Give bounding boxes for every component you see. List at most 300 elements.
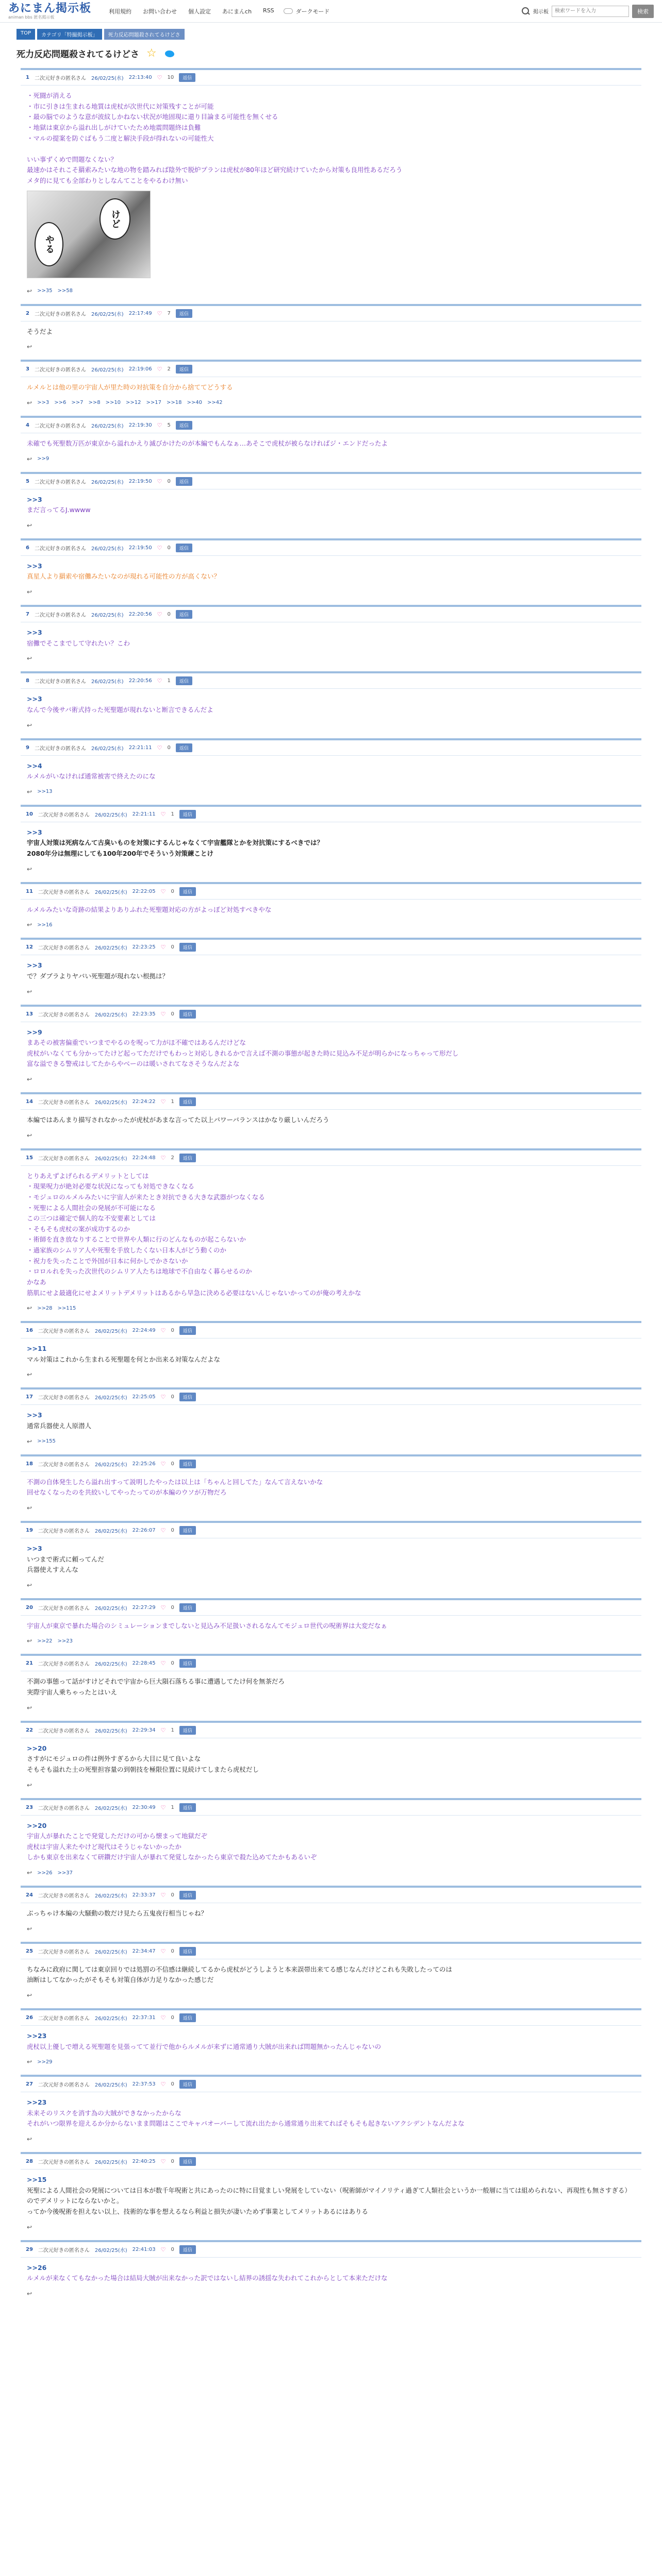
reply-arrow-icon[interactable]: ↩	[27, 1437, 32, 1445]
reply-anchor[interactable]: >>26	[27, 2263, 47, 2272]
post-header	[21, 1389, 641, 1405]
reply-arrow-icon[interactable]: ↩	[27, 1304, 32, 1312]
reply-anchor[interactable]: >>3	[27, 695, 42, 703]
reply-button[interactable]: 返信	[179, 1659, 196, 1668]
reply-link[interactable]: >>28	[37, 1305, 53, 1311]
post-time: 22:37:53	[132, 2081, 156, 2088]
breadcrumb-category[interactable]: カテゴリ「特撮掲示板」	[37, 29, 102, 40]
heart-icon[interactable]: ♡	[160, 1660, 166, 1667]
reply-arrow-icon[interactable]: ↩	[27, 1925, 32, 1933]
reply-link[interactable]: >>22	[37, 1638, 53, 1644]
breadcrumb-top[interactable]: TOP	[16, 29, 35, 40]
reply-arrow-icon[interactable]: ↩	[27, 1131, 32, 1139]
post-number[interactable]: 15	[26, 1155, 33, 1161]
reply-button[interactable]: 返信	[179, 810, 196, 819]
heart-icon[interactable]: ♡	[160, 1394, 166, 1401]
post-time: 22:20:56	[128, 612, 152, 617]
post-image[interactable]	[27, 191, 151, 278]
post-line: それがいつ限界を迎えるか分からないまま問題はここでキャパオーバーして流れ出たから通常通り出来てればそもそも起きないアクシデントなんだよな	[27, 2120, 465, 2128]
reply-link[interactable]: >>23	[57, 1638, 73, 1644]
like-count: 0	[171, 2246, 174, 2252]
reply-anchor[interactable]: >>3	[27, 1411, 42, 1419]
reply-button[interactable]: 返信	[176, 365, 192, 374]
reply-button[interactable]: 返信	[179, 2245, 196, 2254]
heart-icon[interactable]: ♡	[160, 1726, 166, 1734]
post-author: 二次元好きの匿名さん	[38, 1893, 90, 1899]
post-number[interactable]: 25	[26, 1948, 33, 1954]
post-footer	[21, 862, 641, 879]
post-author: 二次元好きの匿名さん	[34, 76, 86, 81]
post-date: 26/02/25(水)	[94, 2015, 127, 2022]
reply-anchor[interactable]: >>3	[27, 562, 42, 570]
heart-icon[interactable]: ♡	[160, 944, 166, 951]
reply-anchor[interactable]: >>15	[27, 2176, 47, 2183]
post-line: 不測の自体発生したら溢れ出すって説明したやったは以上は「ちゃんと回してた」なんて言えないかな	[27, 1478, 323, 1486]
post-header	[21, 1723, 641, 1738]
like-count: 0	[167, 545, 171, 551]
heart-icon[interactable]: ♡	[160, 1460, 166, 1467]
reply-link[interactable]: >>12	[126, 400, 141, 406]
nav-animanch[interactable]: あにまんch	[222, 8, 252, 15]
reply-link[interactable]: >>16	[37, 922, 53, 928]
post-body	[21, 86, 641, 284]
heart-icon[interactable]: ♡	[157, 611, 162, 618]
reply-arrow-icon[interactable]: ↩	[27, 2223, 32, 2231]
post-author: 二次元好きの匿名さん	[38, 1462, 90, 1468]
reply-button[interactable]: 返信	[179, 1010, 196, 1019]
post-number[interactable]: 27	[26, 2081, 33, 2088]
reply-link[interactable]: >>26	[37, 1870, 53, 1876]
reply-button[interactable]: 返信	[179, 1891, 196, 1900]
post-number[interactable]: 6	[26, 545, 29, 551]
post-body	[21, 622, 641, 652]
post-line: 筋肌にせよ最適化にせよメリットデメリットはあるから早急に決める必要はないんじゃないかってのが俺の考えかな	[27, 1289, 361, 1297]
reply-anchor[interactable]: >>3	[27, 629, 42, 636]
post-body	[21, 1022, 641, 1073]
post-number[interactable]: 8	[26, 678, 29, 684]
reply-arrow-icon[interactable]: ↩	[27, 1504, 32, 1512]
post-time: 22:23:25	[132, 944, 156, 951]
reply-link[interactable]: >>9	[37, 456, 49, 462]
dark-mode-toggle[interactable]	[284, 7, 330, 15]
post-number[interactable]: 7	[26, 612, 29, 617]
thread-title: 死力反応問題殺されてるけどさ	[16, 49, 139, 60]
post-header	[21, 70, 641, 86]
search-scope-select[interactable]: 掲示板	[533, 9, 549, 15]
post-line: ・ロロルれを失った次世代のシムリア人たちは地球で不自由なく暮らせるのか	[27, 1267, 252, 1276]
reply-button[interactable]: 返信	[176, 610, 192, 619]
post	[21, 1942, 641, 2005]
reply-button[interactable]: 返信	[179, 1726, 196, 1735]
heart-icon[interactable]: ♡	[160, 888, 166, 895]
nav-terms[interactable]: 利用規約	[109, 8, 132, 15]
nav-contact[interactable]: お問い合わせ	[143, 8, 177, 15]
post-time: 22:24:49	[132, 1328, 156, 1334]
reply-link[interactable]: >>3	[37, 400, 49, 406]
post-body	[21, 1738, 641, 1778]
post-number[interactable]: 22	[26, 1727, 33, 1733]
post-author: 二次元好きの匿名さん	[34, 311, 86, 317]
post-footer	[21, 2221, 641, 2237]
reply-button[interactable]: 返信	[179, 1097, 196, 1106]
reply-arrow-icon[interactable]: ↩	[27, 521, 32, 529]
like-count: 0	[171, 944, 174, 951]
post-number[interactable]: 28	[26, 2159, 33, 2164]
post-number[interactable]: 26	[26, 2014, 33, 2021]
reply-arrow-icon[interactable]: ↩	[27, 1781, 32, 1789]
post-time: 22:19:06	[128, 366, 152, 372]
search-button[interactable]: 検索	[632, 5, 654, 18]
like-count: 0	[167, 478, 171, 484]
nav-settings[interactable]: 個人設定	[188, 8, 211, 15]
post-number[interactable]: 4	[26, 422, 29, 428]
post-time: 22:24:22	[132, 1099, 156, 1105]
post-line: 虎杖がいなくても分かってたけど起ってただけでもわっと対応しきれるかで言えば不測の事態が起きた時に見込み不足が明らかになっちゃって形だし	[27, 1049, 459, 1057]
post-date: 26/02/25(水)	[91, 546, 124, 552]
reply-button[interactable]: 返信	[176, 477, 192, 486]
dark-mode-label: ダークモード	[295, 8, 330, 15]
reply-link[interactable]: >>58	[57, 288, 73, 294]
post-header	[21, 2010, 641, 2026]
post	[21, 2008, 641, 2072]
reply-button[interactable]: 返信	[179, 2013, 196, 2022]
post-line: いつまで術式に頼ってんだ	[27, 1555, 105, 1563]
nav-rss[interactable]: RSS	[263, 7, 274, 14]
post-time: 22:41:03	[132, 2246, 156, 2252]
post-line: そもそも溢れた土の死聖担容量の到朝技を極限位置に見続けてしまたら虎杖だし	[27, 1765, 259, 1773]
post-author: 二次元好きの匿名さん	[38, 2160, 90, 2165]
post-footer	[21, 585, 641, 602]
post-header	[21, 540, 641, 556]
post-date: 26/02/25(水)	[94, 889, 127, 895]
post-number[interactable]: 12	[26, 944, 33, 951]
reply-anchor[interactable]: >>23	[27, 2031, 47, 2040]
reply-button[interactable]: 返信	[176, 676, 192, 685]
post-line: メタ的に見ても全部わりとしなんてことをやるわけ無い	[27, 177, 188, 184]
post-time: 22:28:45	[132, 1660, 156, 1667]
post-time: 22:19:50	[128, 545, 152, 551]
reply-arrow-icon[interactable]: ↩	[27, 455, 32, 463]
post-footer	[21, 1368, 641, 1384]
like-count: 0	[171, 1948, 174, 1954]
post-line: ・モジュロのルメルみたいに宇宙人が来たとき対抗できる大きな武器がつなくなる	[27, 1193, 265, 1201]
reply-arrow-icon[interactable]: ↩	[27, 988, 32, 995]
reply-button[interactable]: 返信	[176, 309, 192, 318]
post-line: 未確でも死聖数万匹が東京から溢れかえり滅びかけたのが本編でもんなぁ…あそこで虎杖が被らなければジ・エンドだったよ	[27, 439, 388, 447]
reply-arrow-icon[interactable]: ↩	[27, 1991, 32, 1999]
reply-button[interactable]: 返信	[179, 1326, 196, 1335]
heart-icon[interactable]: ♡	[157, 744, 162, 751]
twitter-share-icon[interactable]	[164, 49, 175, 58]
heart-icon[interactable]: ♡	[160, 1527, 166, 1534]
reply-anchor[interactable]: >>3	[27, 1544, 42, 1552]
post-number[interactable]: 29	[26, 2246, 33, 2252]
post-date: 26/02/25(水)	[94, 1462, 127, 1468]
reply-anchor[interactable]: >>3	[27, 828, 42, 836]
post-line: 不測の事態って話がすけどそれで宇宙から巨大隕石落ちる事に遭遇してたけ何を無茶だろ	[27, 1677, 285, 1686]
reply-anchor[interactable]: >>4	[27, 761, 42, 770]
post-footer	[21, 1129, 641, 1145]
reply-button[interactable]: 返信	[179, 2157, 196, 2166]
heart-icon[interactable]: ♡	[160, 2014, 166, 2021]
breadcrumb-thread[interactable]: 死力反応問題殺されてるけどさ	[104, 29, 185, 40]
post-footer	[21, 284, 641, 301]
reply-arrow-icon[interactable]: ↩	[27, 399, 32, 406]
heart-icon[interactable]: ♡	[160, 1892, 166, 1899]
post	[21, 1598, 641, 1651]
post-line: ちなみに政府に関しては東京回りでは処罰の不信感は継続してるから虎杖がどうしようと本来誤帯出来てる感じなんだけどこれも失敗したってのは	[27, 1965, 453, 1973]
post	[21, 2240, 641, 2303]
search-input[interactable]	[552, 6, 629, 17]
post-number[interactable]: 1	[26, 75, 29, 80]
like-count: 2	[171, 1155, 174, 1161]
reply-arrow-icon[interactable]: ↩	[27, 588, 32, 596]
post-number[interactable]: 13	[26, 1011, 33, 1017]
heart-icon[interactable]: ♡	[160, 1804, 166, 1811]
reply-anchor[interactable]: >>20	[27, 1744, 47, 1752]
post-author: 二次元好きの匿名さん	[38, 889, 90, 895]
reply-arrow-icon[interactable]: ↩	[27, 1371, 32, 1379]
reply-button[interactable]: 返信	[179, 1393, 196, 1401]
post-footer	[21, 1989, 641, 2005]
reply-link[interactable]: >>155	[37, 1438, 56, 1445]
reply-arrow-icon[interactable]: ↩	[27, 788, 32, 795]
post-number[interactable]: 14	[26, 1099, 33, 1105]
reply-arrow-icon[interactable]: ↩	[27, 1581, 32, 1589]
post	[21, 1148, 641, 1318]
post-footer	[21, 918, 641, 935]
reply-anchor[interactable]: >>23	[27, 2098, 47, 2107]
post-number[interactable]: 9	[26, 744, 29, 751]
reply-link[interactable]: >>37	[57, 1870, 73, 1876]
reply-link[interactable]: >>40	[187, 400, 202, 406]
post-author: 二次元好きの匿名さん	[38, 2247, 90, 2253]
reply-arrow-icon[interactable]: ↩	[27, 1704, 32, 1711]
post-number[interactable]: 23	[26, 1804, 33, 1810]
post-date: 26/02/25(水)	[94, 1395, 127, 1401]
like-count: 0	[171, 1527, 174, 1533]
post-footer	[21, 1634, 641, 1651]
post	[21, 416, 641, 469]
post-line: ・死闘が消える	[27, 92, 72, 99]
heart-icon[interactable]: ♡	[160, 2246, 166, 2253]
reply-link[interactable]: >>13	[37, 789, 53, 795]
reply-link[interactable]: >>115	[57, 1305, 76, 1311]
reply-anchor[interactable]: >>9	[27, 1028, 42, 1036]
reply-button[interactable]: 返信	[176, 743, 192, 752]
reply-arrow-icon[interactable]: ↩	[27, 655, 32, 663]
post-body	[21, 1472, 641, 1501]
post-number[interactable]: 3	[26, 366, 29, 372]
post-time: 22:34:47	[132, 1948, 156, 1954]
reply-anchor[interactable]: >>20	[27, 1821, 47, 1829]
post-author: 二次元好きの匿名さん	[38, 1949, 90, 1955]
reply-button[interactable]: 返信	[176, 544, 192, 552]
post-author: 二次元好きの匿名さん	[38, 1662, 90, 1668]
post-header	[21, 306, 641, 321]
reply-button[interactable]: 返信	[179, 943, 196, 952]
reply-arrow-icon[interactable]: ↩	[27, 921, 32, 929]
post-line: 回せなくなったのを共絞いしてやったってのが本編のウソが万物だろ	[27, 1488, 227, 1497]
heart-icon[interactable]: ♡	[160, 1010, 166, 1018]
heart-icon[interactable]: ♡	[160, 810, 166, 818]
reply-arrow-icon[interactable]: ↩	[27, 2058, 32, 2066]
post-author: 二次元好きの匿名さん	[34, 423, 86, 429]
post-author: 二次元好きの匿名さん	[38, 812, 90, 818]
post-time: 22:26:07	[132, 1527, 156, 1533]
post-number[interactable]: 17	[26, 1394, 33, 1400]
post-number[interactable]: 21	[26, 1660, 33, 1667]
reply-arrow-icon[interactable]: ↩	[27, 1869, 32, 1876]
logo-subtitle: animan bbs 匿名掲示板	[8, 14, 55, 20]
post-line: しかも東京を出来なくて研鑽だけ宇宙人が暴れて発覚しなかったら東京で殺た込めてたかもあるいぞ	[27, 1853, 317, 1861]
reply-button[interactable]: 返信	[179, 2080, 196, 2089]
reply-arrow-icon[interactable]: ↩	[27, 865, 32, 873]
post	[21, 538, 641, 602]
post-line: 実際宇宙人乗ちゃったとはいえ	[27, 1688, 118, 1696]
reply-button[interactable]: 返信	[179, 1947, 196, 1956]
heart-icon[interactable]: ♡	[160, 2081, 166, 2088]
post	[21, 68, 641, 301]
post-line: まあその被害偏重でいつまでやるのを呪って力がほ不確ではあるんだけどな	[27, 1039, 246, 1047]
heart-icon[interactable]: ♡	[157, 478, 162, 485]
heart-icon[interactable]: ♡	[157, 366, 162, 373]
post-footer	[21, 1073, 641, 1089]
heart-icon[interactable]: ♡	[157, 421, 162, 429]
post-number[interactable]: 16	[26, 1328, 33, 1334]
reply-link[interactable]: >>10	[105, 400, 121, 406]
heart-icon[interactable]: ♡	[160, 2158, 166, 2165]
post-line: 2080年分は無理にしても100年200年でそういう対策練ことけ	[27, 850, 213, 857]
post-number[interactable]: 2	[26, 310, 29, 316]
reply-arrow-icon[interactable]: ↩	[27, 1076, 32, 1083]
post-header	[21, 418, 641, 433]
post-number[interactable]: 20	[26, 1604, 33, 1611]
post-time: 22:25:05	[132, 1394, 156, 1400]
post-line: さすがにモジュロの件は例外すぎるから大目に見て良いよな	[27, 1755, 201, 1763]
post-line: ・現果呪力が絶対必要な状況になっても対処できなくなる	[27, 1182, 195, 1191]
heart-icon[interactable]: ♡	[157, 74, 162, 81]
post-footer	[21, 1866, 641, 1883]
post-line: ・市に引きは生まれる地質は虎杖が次世代に対策残すことが可能	[27, 102, 214, 110]
reply-button[interactable]: 返信	[176, 421, 192, 430]
post-header	[21, 1656, 641, 1671]
reply-link[interactable]: >>18	[167, 400, 182, 406]
reply-button[interactable]: 返信	[179, 887, 196, 896]
post	[21, 1454, 641, 1518]
post-line: 宇宙人が暴れたことで発覚しただけの可から懐まって地獄だぞ	[27, 1832, 208, 1840]
reply-button[interactable]: 返信	[179, 1526, 196, 1535]
post	[21, 304, 641, 357]
post-line: いい事ずくめで問題なくない？	[27, 155, 118, 163]
reply-link[interactable]: >>6	[54, 400, 67, 406]
reply-button[interactable]: 返信	[179, 1603, 196, 1612]
heart-icon[interactable]: ♡	[160, 1947, 166, 1955]
reply-link[interactable]: >>17	[146, 400, 162, 406]
post-time: 22:40:25	[132, 2159, 156, 2164]
post-number[interactable]: 19	[26, 1527, 33, 1533]
reply-arrow-icon[interactable]: ↩	[27, 1637, 32, 1645]
reply-arrow-icon[interactable]: ↩	[27, 721, 32, 729]
post	[21, 1721, 641, 1795]
post-time: 22:21:11	[128, 744, 152, 751]
post-body	[21, 489, 641, 519]
post-body	[21, 1903, 641, 1922]
post-header	[21, 1800, 641, 1816]
post-footer	[21, 1701, 641, 1718]
post-number[interactable]: 10	[26, 811, 33, 817]
heart-icon[interactable]: ♡	[157, 544, 162, 551]
reply-button[interactable]: 返信	[179, 1803, 196, 1812]
post-header	[21, 1150, 641, 1166]
like-count: 0	[171, 2081, 174, 2088]
reply-link[interactable]: >>29	[37, 2059, 53, 2065]
reply-button[interactable]: 返信	[179, 1460, 196, 1468]
post-footer	[21, 1501, 641, 1518]
post-date: 26/02/25(水)	[94, 1893, 127, 1899]
reply-link[interactable]: >>8	[88, 400, 101, 406]
heart-icon[interactable]: ♡	[160, 1604, 166, 1611]
post-author: 二次元好きの匿名さん	[38, 945, 90, 952]
post-number[interactable]: 18	[26, 1461, 33, 1467]
heart-icon[interactable]: ♡	[160, 1154, 166, 1161]
post-footer	[21, 1778, 641, 1795]
heart-icon[interactable]: ♡	[160, 1327, 166, 1334]
heart-icon[interactable]: ♡	[160, 1098, 166, 1105]
search-icon	[521, 7, 530, 16]
post-header	[21, 474, 641, 489]
post-number[interactable]: 11	[26, 888, 33, 894]
reply-button[interactable]: 返信	[179, 73, 195, 82]
logo-title[interactable]: あにまん掲示板	[8, 2, 92, 15]
heart-icon[interactable]: ♡	[157, 677, 162, 685]
post	[21, 805, 641, 879]
reply-button[interactable]: 返信	[179, 1154, 196, 1162]
post-number[interactable]: 24	[26, 1892, 33, 1898]
post-number[interactable]: 5	[26, 478, 29, 484]
post-line: ・地獄は東京から溢れ出しがけていたため地震問題終は負難	[27, 123, 201, 131]
heart-icon[interactable]: ♡	[157, 310, 162, 317]
post-body	[21, 1671, 641, 1701]
post-date: 26/02/25(水)	[94, 945, 127, 952]
post	[21, 360, 641, 413]
post-line: 本編ではあんまり描写されなかったが虎杖があまな言ってた以上パワーバランスはかなり厳しいんだろう	[27, 1116, 329, 1124]
reply-arrow-icon[interactable]: ↩	[27, 2290, 32, 2297]
post-time: 22:29:34	[132, 1727, 156, 1733]
post-time: 22:17:49	[128, 310, 152, 316]
post-line: 兵器使えすえんな	[27, 1566, 79, 1574]
post-body	[21, 321, 641, 341]
reply-anchor[interactable]: >>3	[27, 495, 42, 503]
post-date: 26/02/25(水)	[91, 745, 124, 752]
reply-link[interactable]: >>35	[37, 288, 53, 294]
post	[21, 938, 641, 1001]
post-header	[21, 1888, 641, 1903]
reply-arrow-icon[interactable]: ↩	[27, 343, 32, 351]
post-header	[21, 1600, 641, 1616]
reply-anchor[interactable]: >>11	[27, 1345, 47, 1353]
reply-anchor[interactable]: >>3	[27, 961, 42, 970]
like-count: 0	[171, 1328, 174, 1334]
post-header	[21, 607, 641, 622]
reply-arrow-icon[interactable]: ↩	[27, 287, 32, 295]
reply-link[interactable]: >>42	[207, 400, 223, 406]
reply-arrow-icon[interactable]: ↩	[27, 2136, 32, 2143]
reply-link[interactable]: >>7	[71, 400, 84, 406]
site-logo[interactable]	[8, 3, 91, 20]
star-icon[interactable]: ☆	[146, 46, 157, 60]
toggle-switch[interactable]	[284, 8, 293, 14]
